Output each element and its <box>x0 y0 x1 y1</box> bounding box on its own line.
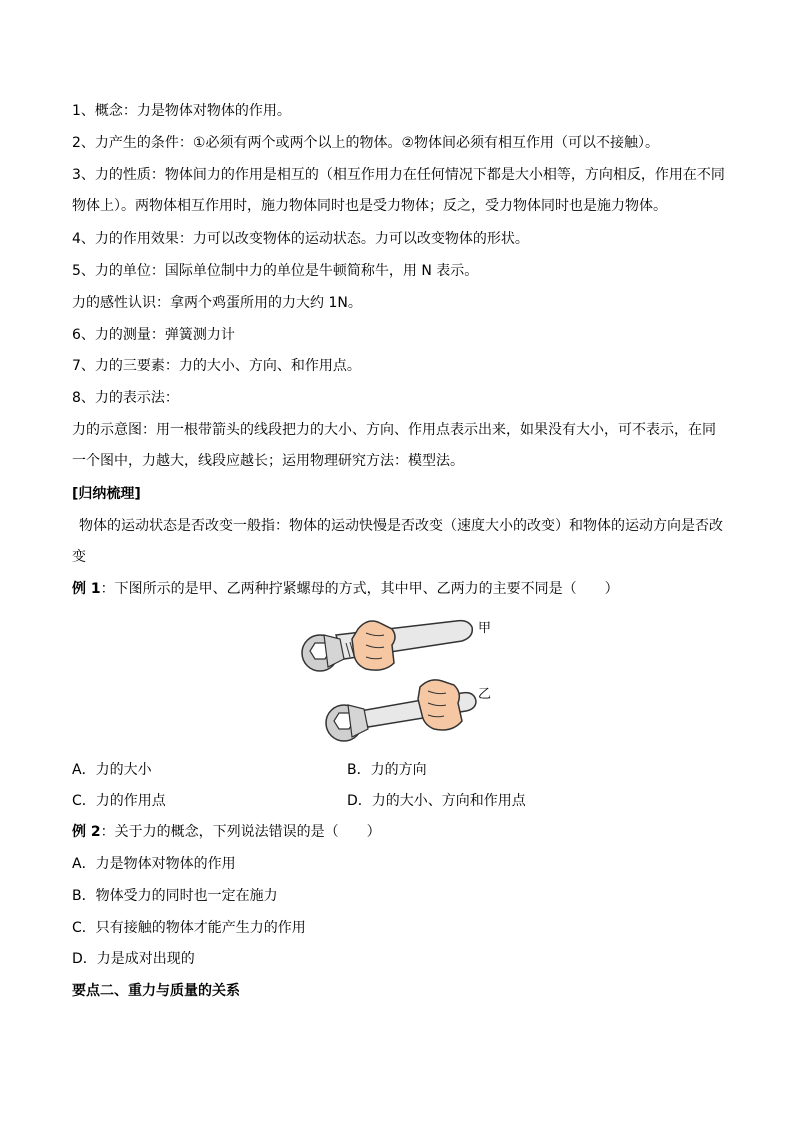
wrench-jia <box>302 621 472 671</box>
example-2-option-b[interactable]: B．物体受力的同时也一定在施力 <box>72 888 278 904</box>
example-2-option-c[interactable]: C．只有接触的物体才能产生力的作用 <box>72 920 306 936</box>
example-2-text: ：关于力的概念，下列说法错误的是（ ） <box>100 824 381 840</box>
example-2-question <box>72 817 727 848</box>
example-2-option-a[interactable]: A．力是物体对物体的作用 <box>72 856 236 872</box>
example-1-text: ：下图所示的是甲、乙两种拧紧螺母的方式，其中甲、乙两力的主要不同是（ ） <box>100 581 619 597</box>
point-2-conditions: 2、力产生的条件：①必须有两个或两个以上的物体。②物体间必须有相互作用（可以不接触）。 <box>72 135 660 151</box>
example-1-question <box>72 574 727 605</box>
point-8-representation: 8、力的表示法： <box>72 390 179 406</box>
example-2-label: 例 2 <box>72 824 101 840</box>
point-7-three-elements: 7、力的三要素：力的大小、方向、和作用点。 <box>72 358 361 374</box>
summary-text: 物体的运动状态是否改变一般指：物体的运动快慢是否改变（速度大小的改变）和物体的运动方向是否改变 <box>72 518 723 565</box>
wrench-yi <box>326 680 476 741</box>
example-1-label: 例 1 <box>72 581 101 597</box>
point-8-diagram: 力的示意图：用一根带箭头的线段把力的大小、方向、作用点表示出来，如果没有大小，可不表示，在同一个图中，力越大，线段应越长；运用物理研究方法：模型法。 <box>72 422 716 469</box>
example-1-option-c[interactable]: C．力的作用点 <box>72 793 166 809</box>
example-2-option-d[interactable]: D．力是成对出现的 <box>72 951 195 967</box>
point-5-unit: 5、力的单位：国际单位制中力的单位是牛顿简称牛，用 N 表示。 <box>72 263 479 279</box>
point-5-perception: 力的感性认识：拿两个鸡蛋所用的力大约 1N。 <box>72 295 362 311</box>
point-1-concept: 1、概念：力是物体对物体的作用。 <box>72 103 291 119</box>
example-1-option-a[interactable]: A．力的大小 <box>72 762 152 778</box>
summary-heading: [归纳梳理] <box>72 486 141 502</box>
point-4-effects: 4、力的作用效果：力可以改变物体的运动状态。力可以改变物体的形状。 <box>72 231 529 247</box>
section-2-heading: 要点二、重力与质量的关系 <box>72 983 240 999</box>
figure-label-jia: 甲 <box>478 621 492 636</box>
wrench-illustration <box>296 615 506 745</box>
example-1-option-d[interactable]: D．力的大小、方向和作用点 <box>347 793 526 809</box>
wrench-figure <box>296 615 506 745</box>
example-1-option-b[interactable]: B．力的方向 <box>347 762 427 778</box>
point-3-nature: 3、力的性质：物体间力的作用是相互的（相互作用力在任何情况下都是大小相等，方向相反，作用在不同物体上）。两物体相互作用时，施力物体同时也是受力物体；反之，受力物体同时也是施力物体。 <box>72 167 725 214</box>
point-6-measurement: 6、力的测量：弹簧测力计 <box>72 327 235 343</box>
figure-label-yi: 乙 <box>478 687 492 702</box>
